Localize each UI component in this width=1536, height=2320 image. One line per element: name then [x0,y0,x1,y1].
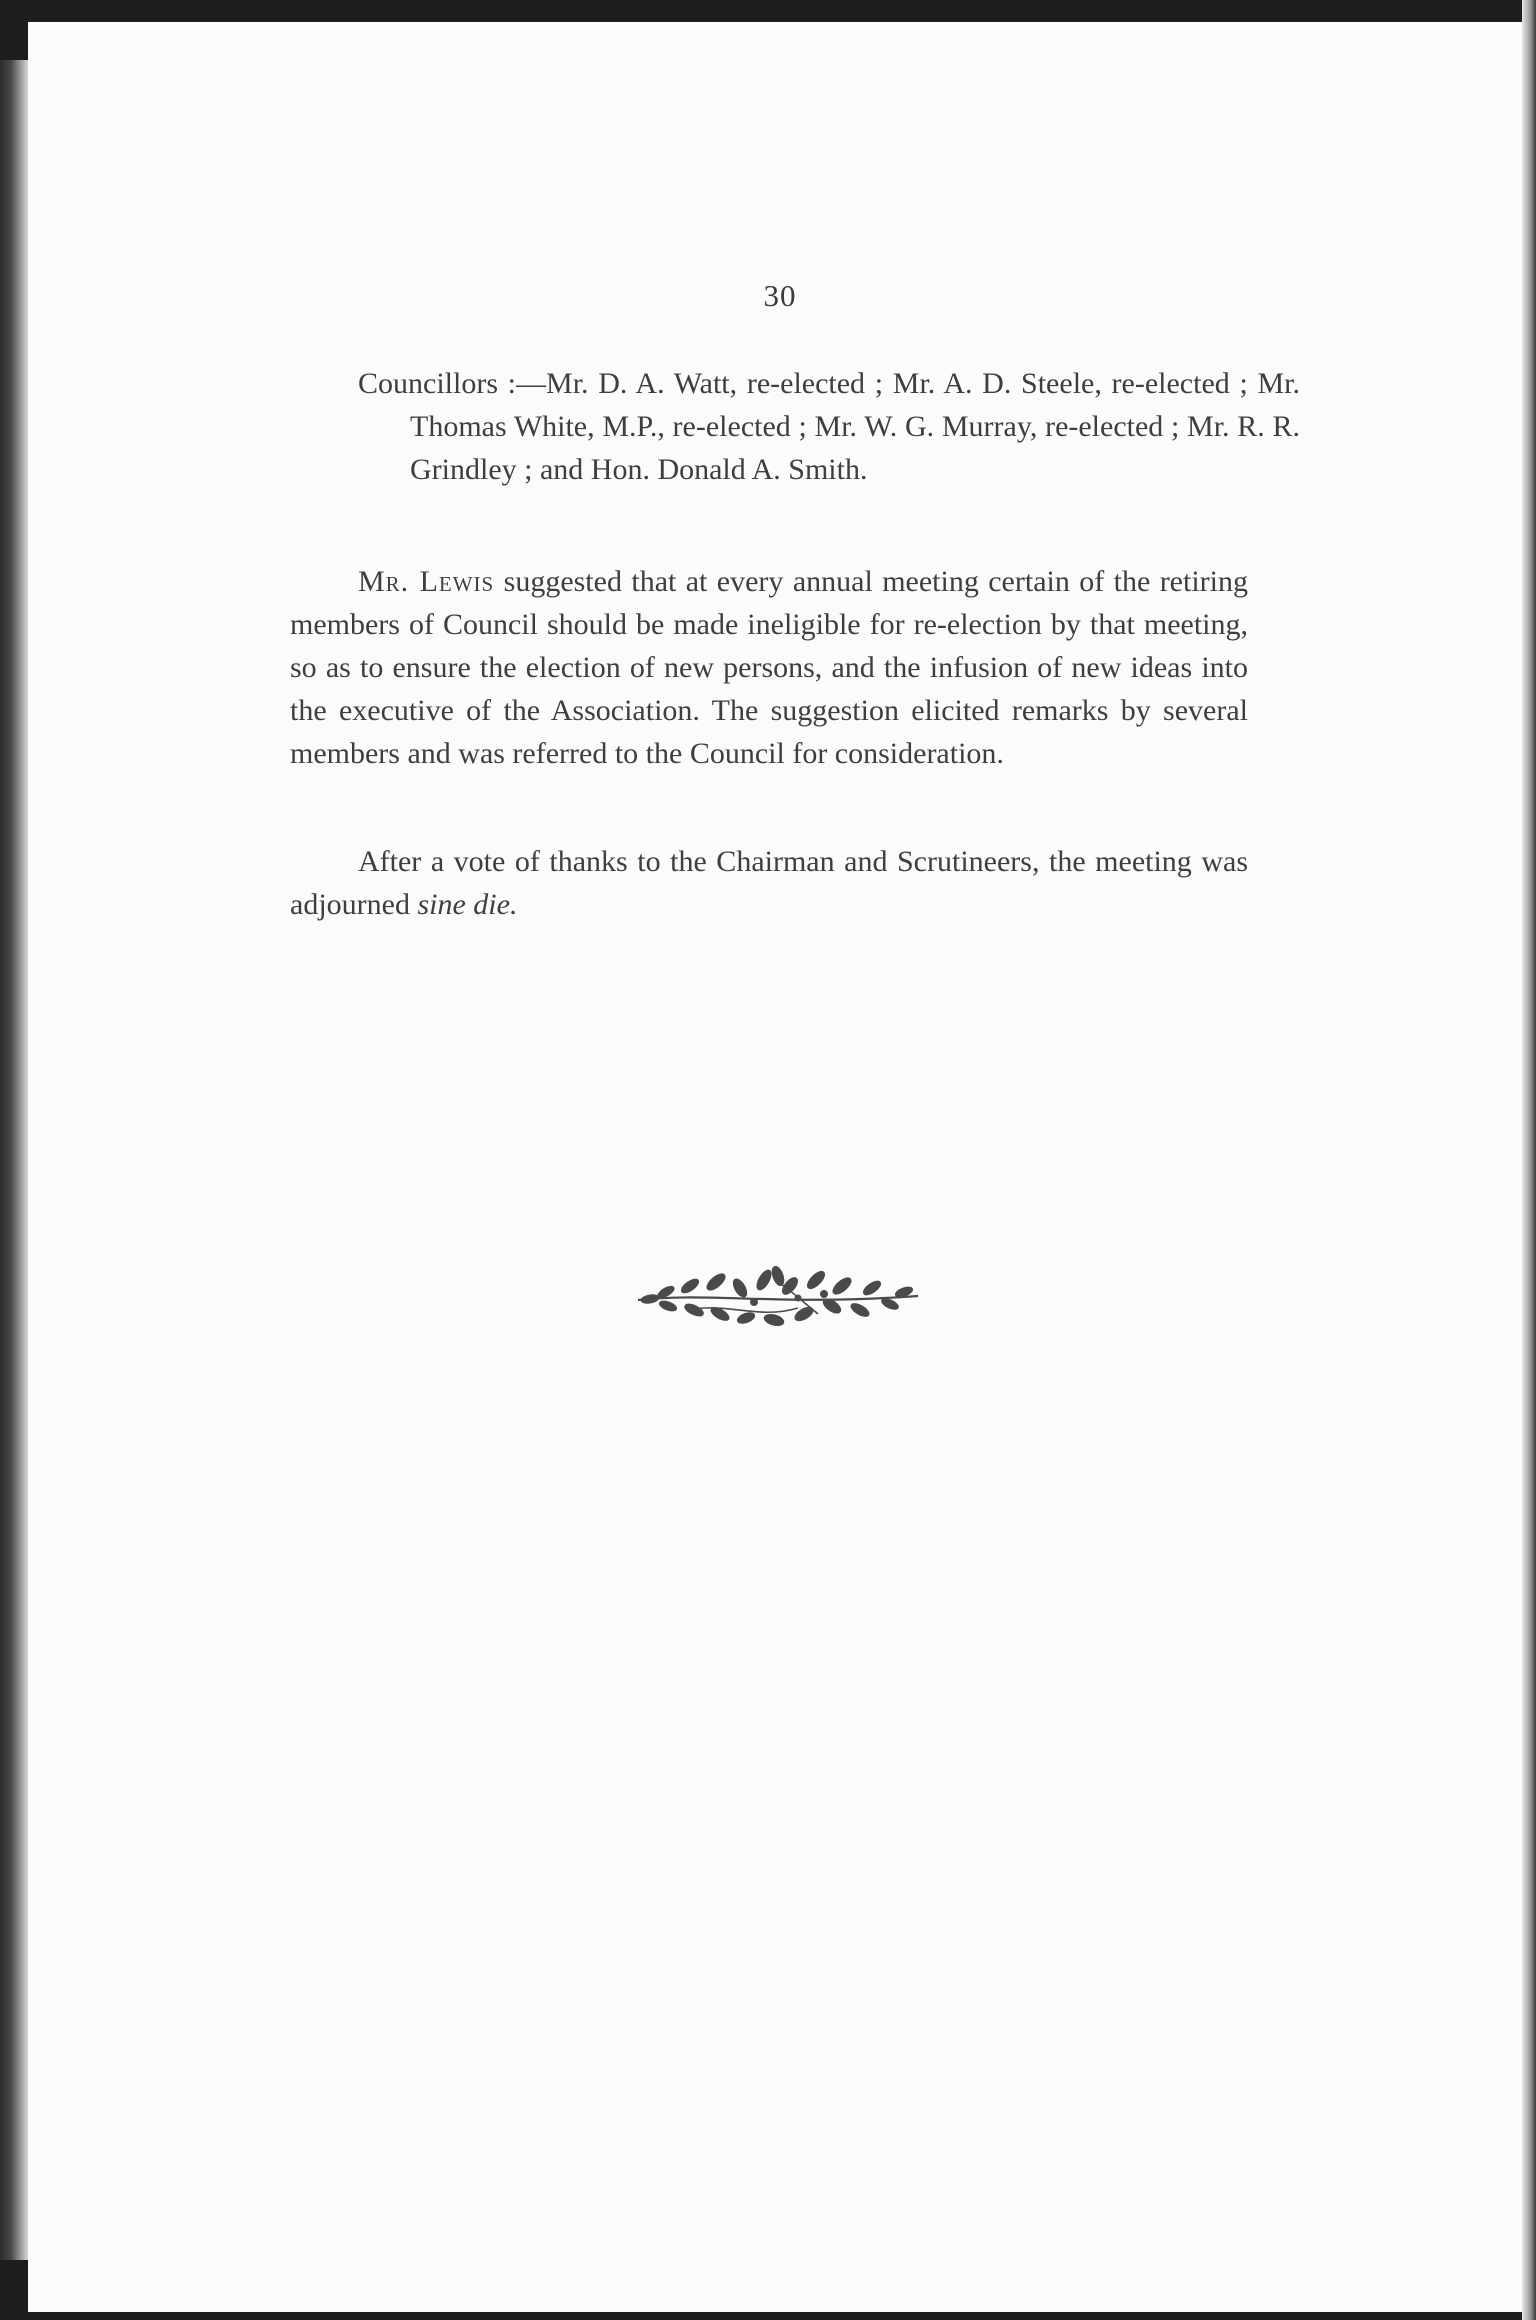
book-page [28,22,1528,2312]
binding-edge-left [0,60,28,2260]
closing-paragraph-italic: sine die. [417,888,518,921]
oak-leaf-sprig-ornament-icon [628,1262,928,1332]
councillors-text: Councillors :—Mr. D. A. Watt, re-elected ; Mr. A. D. Steele, re-elected ; Mr. Thomas White, M.P., re-elected ; Mr. W. G. Murray, re-elected ; Mr. R. R. Grindley ; and Hon. Donald A. Smith. [358,367,1300,486]
closing-paragraph-text: After a vote of thanks to the Chairman and Scrutineers, the meeting was adjourned [290,845,1248,921]
councillors-list [358,362,1300,491]
closing-paragraph [290,840,1248,926]
page-content [28,22,1528,2312]
speaker-name: Mr. Lewis [358,565,495,598]
lewis-paragraph-text: suggested that at every annual meeting certain of the retiring members of Council should be made ineligible for re-election by that meeting, so as to ensure the election of new persons, and the infusion of new ideas into the executive of the Association. The suggestion elicited remarks by several members and was referred to the Council for consideration. [290,565,1248,770]
page-number: 30 [763,278,797,313]
lewis-suggestion-paragraph [290,560,1248,775]
binding-edge-right [1522,0,1536,2320]
